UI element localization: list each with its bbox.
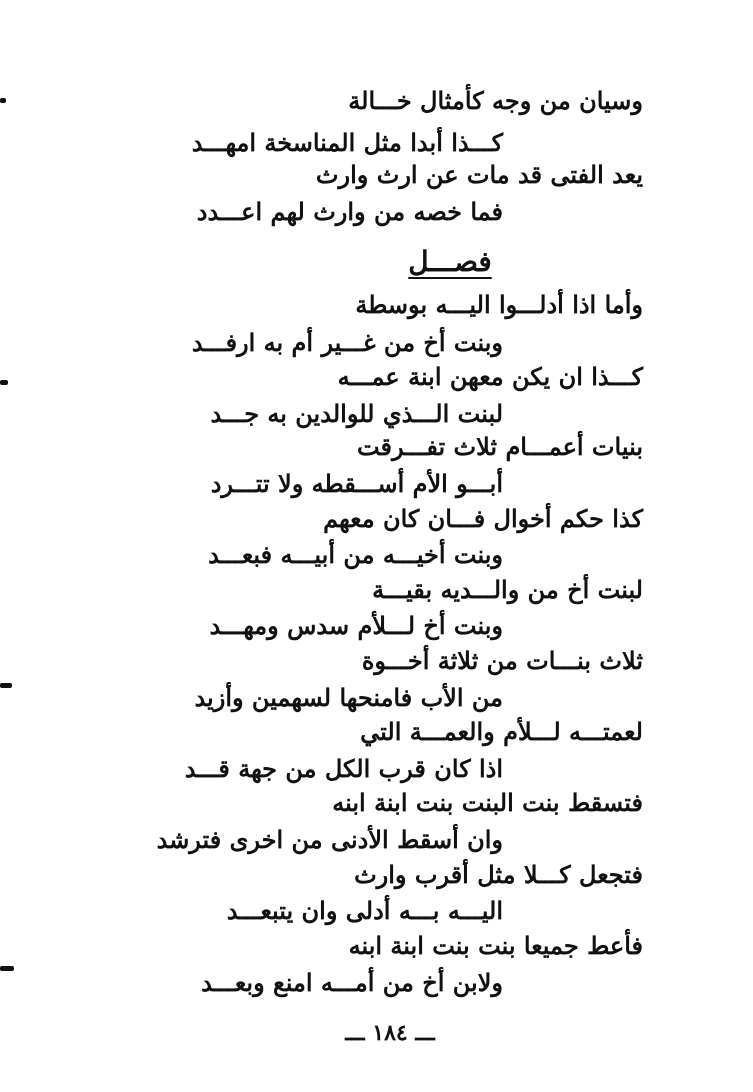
poem-line: كـــذا أبدا مثل المناسخة امهـــد [191, 128, 503, 157]
poem-line: لعمتـــه لـــلأم والعمـــة التي [360, 717, 643, 746]
poem-line: وسيان من وجه كأمثال خـــالة [348, 86, 643, 115]
poem-line: لبنت أخ من والـــديه بقيـــة [372, 575, 643, 604]
poem-line: وان أسقط الأدنى من اخرى فترشد [156, 825, 503, 854]
scan-edge-mark [0, 380, 8, 385]
poem-line: وبنت أخ من غـــير أم به ارفـــد [191, 328, 503, 357]
poem-line: لبنت الـــذي للوالدين به جـــد [210, 399, 503, 428]
poem-line: وبنت أخ لـــلأم سدس ومهـــد [209, 611, 503, 640]
poem-line: فما خصه من وارث لهم اعـــدد [196, 197, 503, 226]
scan-edge-mark [0, 966, 14, 971]
poem-line: اذا كان قرب الكل من جهة قـــد [184, 754, 503, 783]
poem-line: كـــذا ان يكن معهن ابنة عمـــه [337, 362, 643, 391]
page-number: ـــ ١٨٤ ـــ [345, 1020, 435, 1046]
poem-line: وأما اذا أدلـــوا اليـــه بوسطة [355, 290, 643, 319]
poem-line: وبنت أخيـــه من أبيـــه فبعـــد [208, 540, 503, 569]
section-heading-text: فصـــل [408, 245, 492, 278]
poem-line: فأعط جميعا بنت بنت ابنة ابنه [348, 931, 643, 960]
poem-line: فتسقط بنت البنت بنت ابنة ابنه [332, 788, 643, 817]
poem-line: يعد الفتى قد مات عن ارث وارث [315, 160, 643, 189]
poem-line: فتجعل كـــلا مثل أقرب وارث [354, 860, 643, 889]
poem-line: أبـــو الأم أســـقطه ولا تتـــرد [210, 469, 503, 498]
poem-line: اليـــه بـــه أدلى وان يتبعـــد [226, 896, 503, 925]
poem-line: بنيات أعمـــام ثلاث تفـــرقت [356, 432, 643, 461]
scan-edge-mark [0, 683, 12, 688]
poem-line: ثلاث بنـــات من ثلاثة أخـــوة [361, 646, 643, 675]
poem-line: كذا حكم أخوال فـــان كان معهم [323, 504, 643, 533]
section-heading [0, 244, 753, 280]
scan-edge-mark [0, 98, 6, 103]
poem-line: ولابن أخ من أمـــه امنع وبعـــد [201, 968, 503, 997]
poem-line: من الأب فامنحها لسهمين وأزيد [194, 683, 503, 712]
